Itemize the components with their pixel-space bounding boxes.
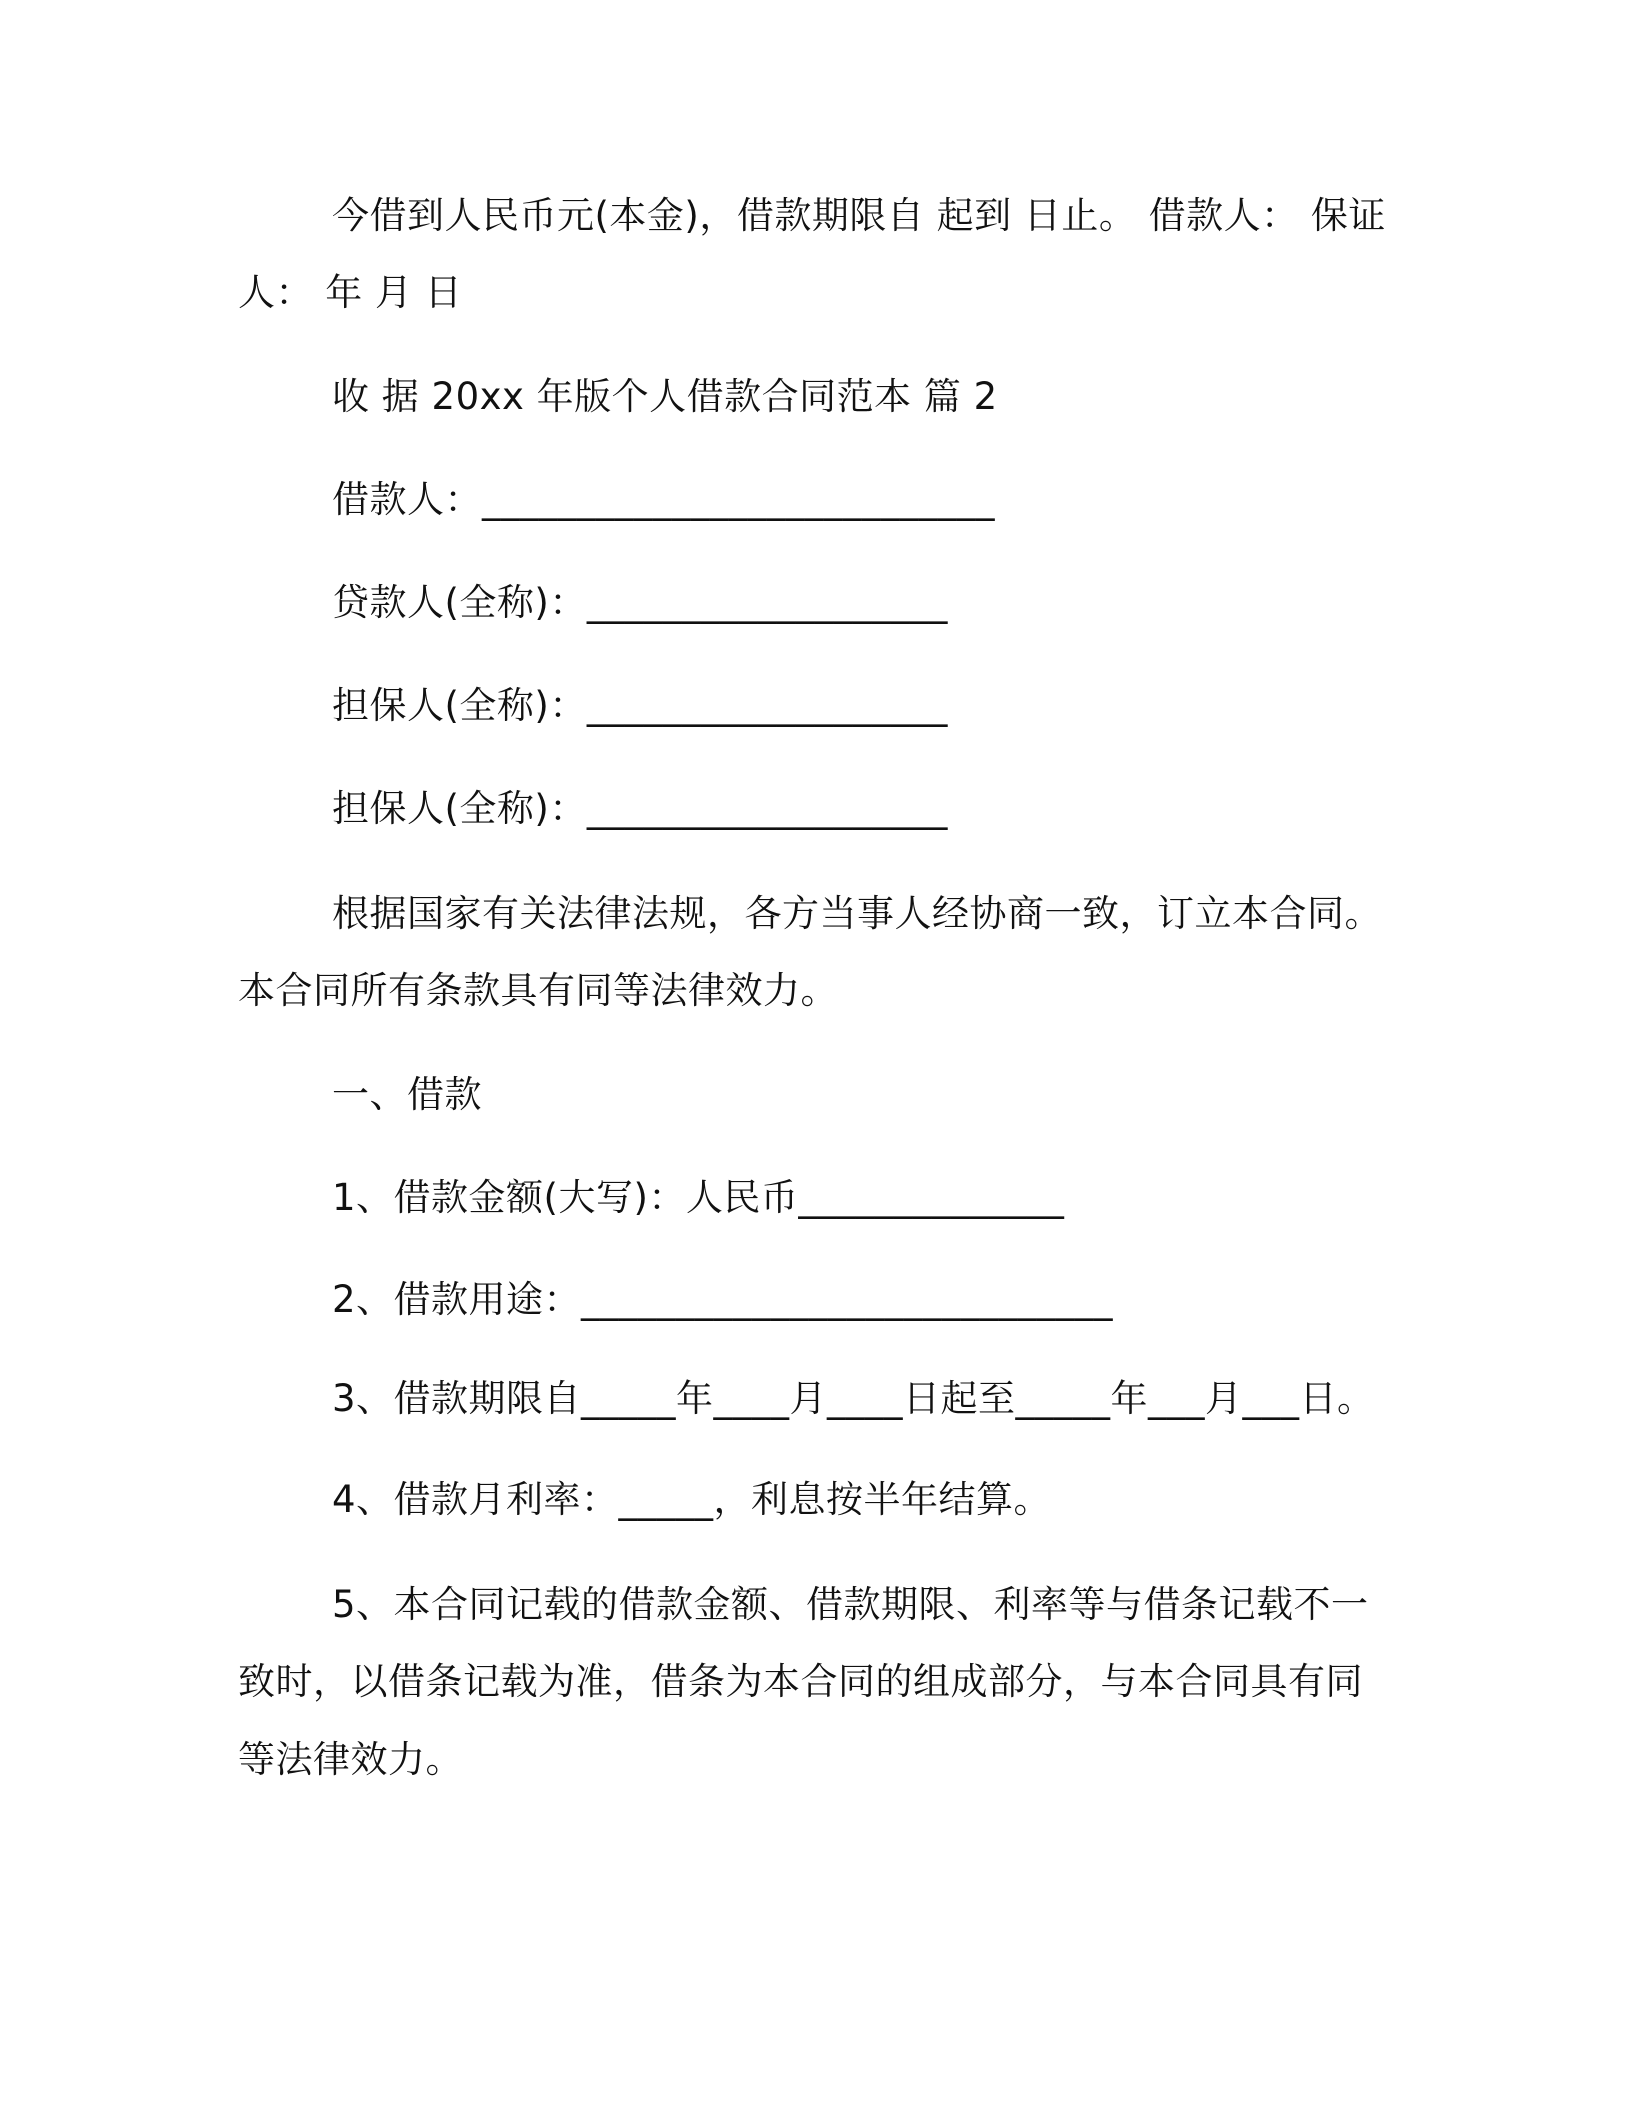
lender-field: 贷款人(全称)：___________________ — [332, 581, 948, 624]
clause-1-amount: 1、借款金额(大写)：人民币______________ — [332, 1176, 1065, 1219]
paragraph-preamble-line-2: 本合同所有条款具有同等法律效力。 — [238, 969, 838, 1012]
clause-2-purpose: 2、借款用途：____________________________ — [332, 1278, 1114, 1321]
clause-3-term: 3、借款期限自_____年____月____日起至_____年___月___日。 — [332, 1377, 1375, 1420]
section-title: 收 据 20xx 年版个人借款合同范本 篇 2 — [332, 375, 998, 418]
guarantor-field-2: 担保人(全称)：___________________ — [332, 787, 948, 830]
paragraph-preamble-line-1: 根据国家有关法律法规，各方当事人经协商一致，订立本合同。 — [332, 892, 1382, 935]
paragraph-iou-line-2: 人： 年 月 日 — [238, 271, 463, 314]
paragraph-iou-line-1: 今借到人民币元(本金)，借款期限自 起到 日止。 借款人： 保证 — [332, 194, 1386, 237]
clause-5-line-2: 致时，以借条记载为准，借条为本合同的组成部分，与本合同具有同 — [238, 1660, 1363, 1703]
guarantor-field-1: 担保人(全称)：___________________ — [332, 684, 948, 727]
heading-loan: 一、借款 — [332, 1073, 482, 1116]
clause-5-line-1: 5、本合同记载的借款金额、借款期限、利率等与借条记载不一 — [332, 1583, 1369, 1626]
clause-4-interest: 4、借款月利率：_____，利息按半年结算。 — [332, 1478, 1052, 1521]
clause-5-line-3: 等法律效力。 — [238, 1738, 463, 1781]
borrower-field: 借款人：___________________________ — [332, 478, 995, 521]
